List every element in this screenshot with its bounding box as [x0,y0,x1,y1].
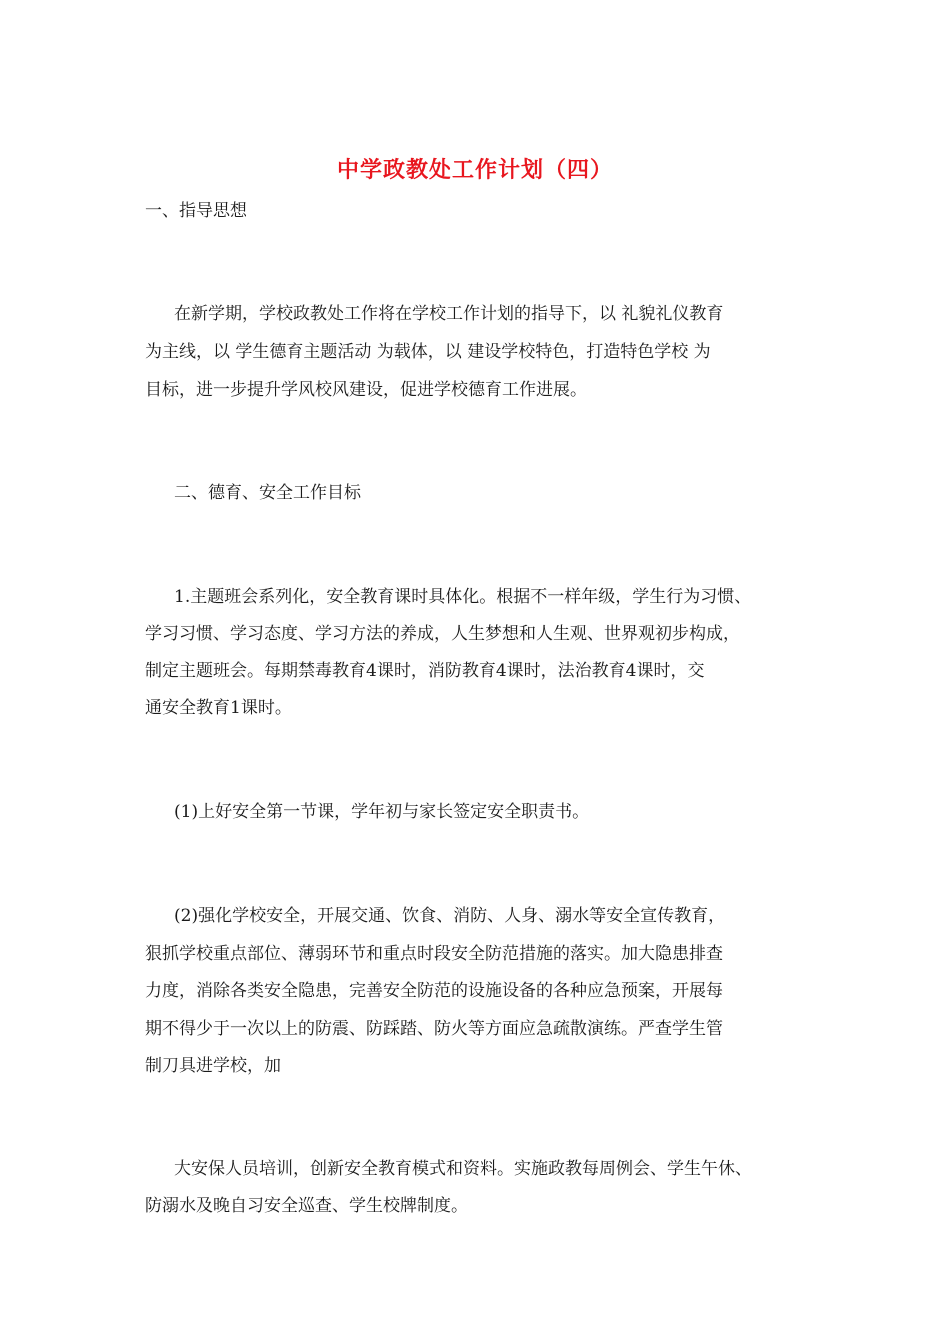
paragraph-line: 期不得少于一次以上的防震、防踩踏、防火等方面应急疏散演练。严查学生管 [145,1019,723,1039]
paragraph-line: (2)强化学校安全，开展交通、饮食、消防、人身、溺水等安全宣传教育， [174,906,726,926]
paragraph-line: 防溺水及晚自习安全巡查、学生校牌制度。 [145,1196,468,1216]
paragraph-line: 大安保人员培训，创新安全教育模式和资料。实施政教每周例会、学生午休、 [174,1159,752,1179]
list-item: (1)上好安全第一节课，学年初与家长签定安全职责书。 [174,802,590,822]
paragraph-line: 在新学期，学校政教处工作将在学校工作计划的指导下，以 礼貌礼仪教育 [174,304,724,324]
paragraph-line: 目标，进一步提升学风校风建设，促进学校德育工作进展。 [145,380,587,400]
paragraph-line: 1.主题班会系列化，安全教育课时具体化。根据不一样年级，学生行为习惯、 [174,587,752,607]
paragraph-line: 力度，消除各类安全隐患，完善安全防范的设施设备的各种应急预案，开展每 [145,981,723,1001]
section-heading-guiding-ideology: 一、指导思想 [145,201,247,221]
paragraph-line: 制定主题班会。每期禁毒教育4课时，消防教育4课时，法治教育4课时，交 [145,661,705,681]
paragraph-line: 狠抓学校重点部位、薄弱环节和重点时段安全防范措施的落实。加大隐患排查 [145,944,723,964]
paragraph-line: 为主线，以 学生德育主题活动 为载体，以 建设学校特色，打造特色学校 为 [145,342,711,362]
paragraph-line: 通安全教育1课时。 [145,698,292,718]
document-title: 中学政教处工作计划（四） [336,157,613,183]
section-heading-goals: 二、德育、安全工作目标 [174,483,361,503]
paragraph-line: 学习习惯、学习态度、学习方法的养成，人生梦想和人生观、世界观初步构成， [145,624,740,644]
paragraph-line: 制刀具进学校，加 [145,1056,281,1076]
